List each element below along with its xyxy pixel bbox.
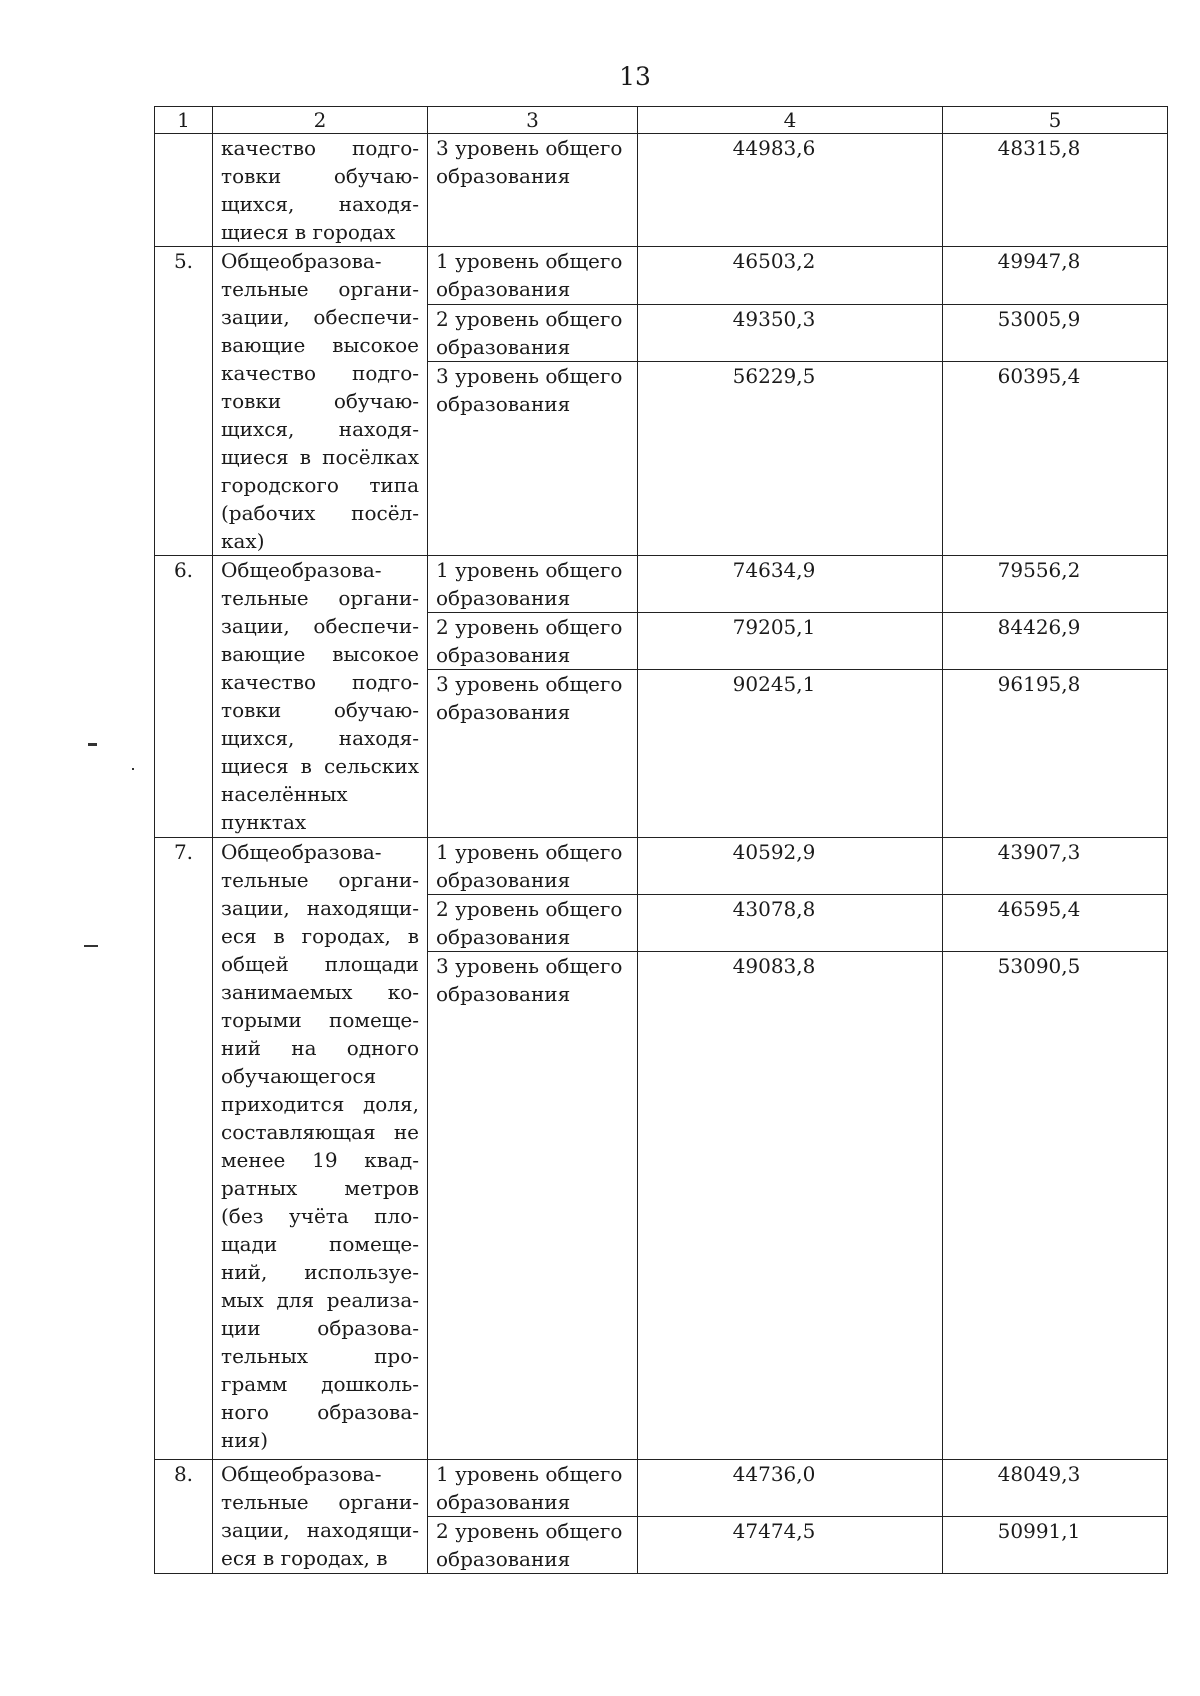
row-number [155, 134, 213, 247]
row-number: 7. [155, 838, 213, 1460]
row-number: 8. [155, 1460, 213, 1574]
value-col-5: 50991,1 [943, 1517, 1168, 1574]
education-level: 2 уровень общего образования [428, 895, 638, 952]
organization-description: Общеобразова-тельные органи-зации, находящи-еся в городах, в [213, 1460, 428, 1574]
tariff-table [154, 106, 1168, 1574]
row-number: 5. [155, 247, 213, 556]
scan-mark [132, 768, 134, 770]
table-row [155, 556, 1168, 613]
value-col-4: 56229,5 [638, 362, 943, 556]
header-col-2: 2 [213, 107, 428, 134]
education-level: 3 уровень общего образования [428, 134, 638, 247]
education-level: 3 уровень общего образования [428, 952, 638, 1460]
header-col-3: 3 [428, 107, 638, 134]
table-row [155, 247, 1168, 305]
value-col-5: 84426,9 [943, 613, 1168, 670]
organization-description: Общеобразова-тельные органи-зации, находящи-еся в городах, в общей площади занимаемых ко-торыми помеще-ний на одного обучающегося приходится доля, составляющая не менее 19 квад-ратных метров (без учёта пло-щади помеще-ний, используе-мых для реализа-ции образова-тельных про-грамм дошколь-ного образова-ния) [213, 838, 428, 1460]
value-col-5: 79556,2 [943, 556, 1168, 613]
education-level: 3 уровень общего образования [428, 670, 638, 838]
education-level: 1 уровень общего образования [428, 247, 638, 305]
table-row [155, 134, 1168, 247]
value-col-4: 46503,2 [638, 247, 943, 305]
organization-description: Общеобразова-тельные органи-зации, обеспечи-вающие высокое качество подго-товки обучаю-щихся, находя-щиеся в посёлках городского типа (рабочих посёл-ках) [213, 247, 428, 556]
value-col-4: 43078,8 [638, 895, 943, 952]
value-col-5: 43907,3 [943, 838, 1168, 895]
scan-mark [88, 743, 97, 746]
value-col-4: 49083,8 [638, 952, 943, 1460]
header-col-4: 4 [638, 107, 943, 134]
value-col-4: 79205,1 [638, 613, 943, 670]
organization-description: Общеобразова-тельные органи-зации, обеспечи-вающие высокое качество подго-товки обучаю-щихся, находя-щиеся в сельских населённых пунктах [213, 556, 428, 838]
value-col-4: 44983,6 [638, 134, 943, 247]
value-col-5: 48049,3 [943, 1460, 1168, 1517]
header-col-5: 5 [943, 107, 1168, 134]
organization-description: качество подго-товки обучаю-щихся, находя-щиеся в городах [213, 134, 428, 247]
value-col-5: 46595,4 [943, 895, 1168, 952]
education-level: 2 уровень общего образования [428, 304, 638, 362]
value-col-5: 48315,8 [943, 134, 1168, 247]
education-level: 2 уровень общего образования [428, 613, 638, 670]
value-col-4: 90245,1 [638, 670, 943, 838]
table-row [155, 838, 1168, 895]
value-col-5: 53005,9 [943, 304, 1168, 362]
education-level: 1 уровень общего образования [428, 1460, 638, 1517]
value-col-4: 49350,3 [638, 304, 943, 362]
education-level: 2 уровень общего образования [428, 1517, 638, 1574]
value-col-4: 47474,5 [638, 1517, 943, 1574]
table-header-row [155, 107, 1168, 134]
scan-mark [84, 945, 98, 947]
value-col-4: 40592,9 [638, 838, 943, 895]
row-number: 6. [155, 556, 213, 838]
value-col-5: 96195,8 [943, 670, 1168, 838]
page-number: 13 [619, 62, 651, 91]
value-col-5: 49947,8 [943, 247, 1168, 305]
education-level: 3 уровень общего образования [428, 362, 638, 556]
education-level: 1 уровень общего образования [428, 838, 638, 895]
value-col-5: 60395,4 [943, 362, 1168, 556]
education-level: 1 уровень общего образования [428, 556, 638, 613]
value-col-4: 74634,9 [638, 556, 943, 613]
header-col-1: 1 [155, 107, 213, 134]
table-row [155, 1460, 1168, 1517]
value-col-5: 53090,5 [943, 952, 1168, 1460]
value-col-4: 44736,0 [638, 1460, 943, 1517]
